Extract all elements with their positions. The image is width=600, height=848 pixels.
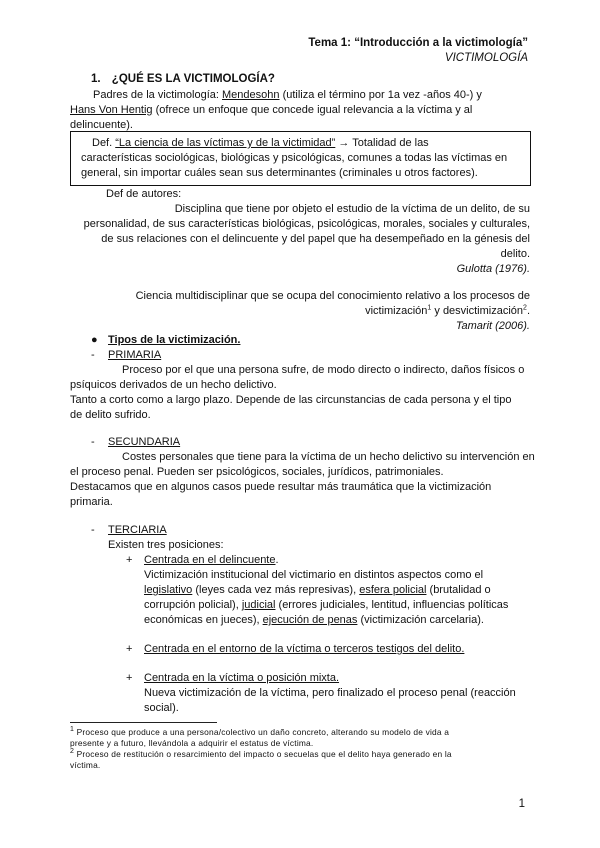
- quote2-citation: Tamarit (2006).: [455, 320, 530, 332]
- pos3-line-2: social).: [144, 702, 179, 714]
- fathers-text-2: (ofrece un enfoque que concede igual relevancia a la víctima y al: [152, 104, 473, 116]
- pos2-title: Centrada en el entorno de la víctima o terceros testigos del delito.: [144, 643, 465, 655]
- footnote-1: [70, 727, 540, 738]
- document-title: Tema 1: “Introducción a la victimología”: [308, 37, 528, 49]
- footnote-2: [70, 749, 540, 760]
- plus-pos3: +: [126, 672, 133, 684]
- pos1-text-e: económicas en jueces),: [144, 614, 263, 626]
- footnote-1-line-2: presente y a futuro, llevándola a adquirir el estatus de víctima.: [70, 738, 314, 748]
- pos1-ejecucion-penas: ejecución de penas: [262, 614, 358, 626]
- footnotes: [70, 727, 540, 771]
- terciaria-intro: Existen tres posiciones:: [108, 539, 224, 551]
- primaria-text: [70, 363, 540, 423]
- dash-primaria: -: [91, 349, 95, 361]
- quote1-line: de sus relaciones con el delincuente y del papel que ha desempeñado en la génesis del: [101, 233, 530, 245]
- document-subtitle: VICTIMOLOGÍA: [444, 52, 528, 64]
- quote2-line-1: Ciencia multidisciplinar que se ocupa del conocimiento relativo a los procesos de: [135, 290, 530, 302]
- quote1-line: Disciplina que tiene por objeto el estudio de la víctima de un delito, de su: [174, 203, 530, 215]
- page-header: [308, 36, 528, 66]
- quote-gulotta: [70, 202, 530, 277]
- position-3: [144, 671, 534, 716]
- quote1-line: delito.: [500, 248, 530, 260]
- quote2-line-2: [70, 304, 530, 319]
- quote2-period: .: [526, 305, 530, 317]
- fathers-lead: Padres de la victimología:: [93, 89, 223, 101]
- definition-line-3: general, sin importar cuáles sean sus determinantes (criminales u otros factores).: [81, 167, 478, 179]
- quote2-term-desvictimizacion: y desvictimización: [431, 305, 524, 317]
- quote2-term-victimizacion: victimización: [365, 305, 428, 317]
- primaria-line: Proceso por el que una persona sufre, de modo directo o indirecto, daños físicos o: [122, 364, 525, 376]
- pos1-legislativo: legislativo: [144, 584, 193, 596]
- quote1-citation: Gulotta (1976).: [456, 263, 530, 275]
- section-title: ¿QUÉ ES LA VICTIMOLOGÍA?: [111, 73, 275, 85]
- secundaria-line: primaria.: [70, 496, 113, 508]
- fathers-paragraph: [70, 88, 540, 133]
- secundaria-line: el proceso penal. Pueden ser psicológicos, sociales, jurídicos, patrimoniales.: [70, 466, 444, 478]
- quote-tamarit: [70, 289, 530, 334]
- pos1-line-1: Victimización institucional del victimario en distintos aspectos como el: [144, 569, 484, 581]
- author-mendesohn: Mendesohn: [222, 89, 280, 101]
- primaria-line: Tanto a corto como a largo plazo. Depende de las circunstancias de cada persona y el tipo: [70, 394, 512, 406]
- author-von-hentig: Hans Von Hentig: [70, 104, 153, 116]
- pos1-text-b: (brutalidad o: [426, 584, 491, 596]
- label-secundaria: SECUNDARIA: [108, 436, 181, 448]
- pos1-esfera-policial: esfera policial: [359, 584, 427, 596]
- dash-terciaria: -: [91, 524, 95, 536]
- footnote-separator: [70, 722, 217, 723]
- pos1-text-c: corrupción policial),: [144, 599, 242, 611]
- secundaria-text: [70, 450, 540, 510]
- footnote-2-mark: 2: [70, 748, 75, 756]
- secundaria-line: Costes personales que tiene para la víctima de un hecho delictivo su intervención en: [122, 451, 535, 463]
- pos1-text-d: (errores judiciales, lentitud, influencias políticas: [275, 599, 509, 611]
- definition-prefix: Def.: [92, 137, 116, 149]
- types-heading: Tipos de la victimización.: [108, 334, 241, 346]
- definition-line-2: características sociológicas, biológicas y psicológicas, comunes a todas las víctimas en: [81, 152, 508, 164]
- pos1-title: Centrada en el delincuente: [144, 554, 276, 566]
- pos1-text-a: (leyes cada vez más represivas),: [192, 584, 360, 596]
- pos3-line-1: Nueva victimización de la víctima, pero finalizado el proceso penal (reacción: [144, 687, 516, 699]
- primaria-line: psíquicos derivados de un hecho delictivo.: [70, 379, 277, 391]
- quote1-line: personalidad, de sus características biológicas, psicológicas, morales, sociales y culturales,: [83, 218, 530, 230]
- section-heading: [91, 72, 275, 87]
- pos3-title: Centrada en la víctima o posición mixta.: [144, 672, 340, 684]
- label-terciaria: TERCIARIA: [108, 524, 167, 536]
- footnote-2-line-1: Proceso de restitución o resarcimiento del impacto o secuelas que el delito haya generado en la: [74, 749, 452, 759]
- authors-label: Def de autores:: [106, 188, 182, 200]
- footnote-ref-2[interactable]: 2: [523, 304, 527, 312]
- pos1-judicial: judicial: [241, 599, 276, 611]
- types-bullet: ●: [91, 334, 98, 346]
- definition-box: [70, 131, 531, 186]
- footnote-ref-1[interactable]: 1: [427, 304, 432, 312]
- definition-arrow-text: → Totalidad de las: [335, 137, 429, 149]
- fathers-text-3: delincuente).: [70, 119, 133, 131]
- fathers-text-1: (utiliza el término por 1a vez -años 40-) y: [279, 89, 482, 101]
- definition-title: “La ciencia de las víctimas y de la victimidad”: [115, 137, 336, 149]
- label-primaria: PRIMARIA: [108, 349, 162, 361]
- primaria-line: de delito sufrido.: [70, 409, 151, 421]
- plus-pos1: +: [126, 554, 133, 566]
- section-number: 1.: [91, 73, 101, 85]
- pos1-title-end: .: [275, 554, 279, 566]
- footnote-1-mark: 1: [70, 726, 75, 734]
- plus-pos2: +: [126, 643, 133, 655]
- footnote-1-line-1: Proceso que produce a una persona/colectivo un daño concreto, alterando su modelo de vida a: [74, 727, 450, 737]
- pos1-text-f: (victimización carcelaria).: [357, 614, 484, 626]
- secundaria-line: Destacamos que en algunos casos puede resultar más traumática que la victimización: [70, 481, 492, 493]
- footnote-2-line-2: víctima.: [70, 760, 101, 770]
- page-number: 1: [518, 798, 525, 810]
- position-1: [144, 553, 534, 628]
- dash-secundaria: -: [91, 436, 95, 448]
